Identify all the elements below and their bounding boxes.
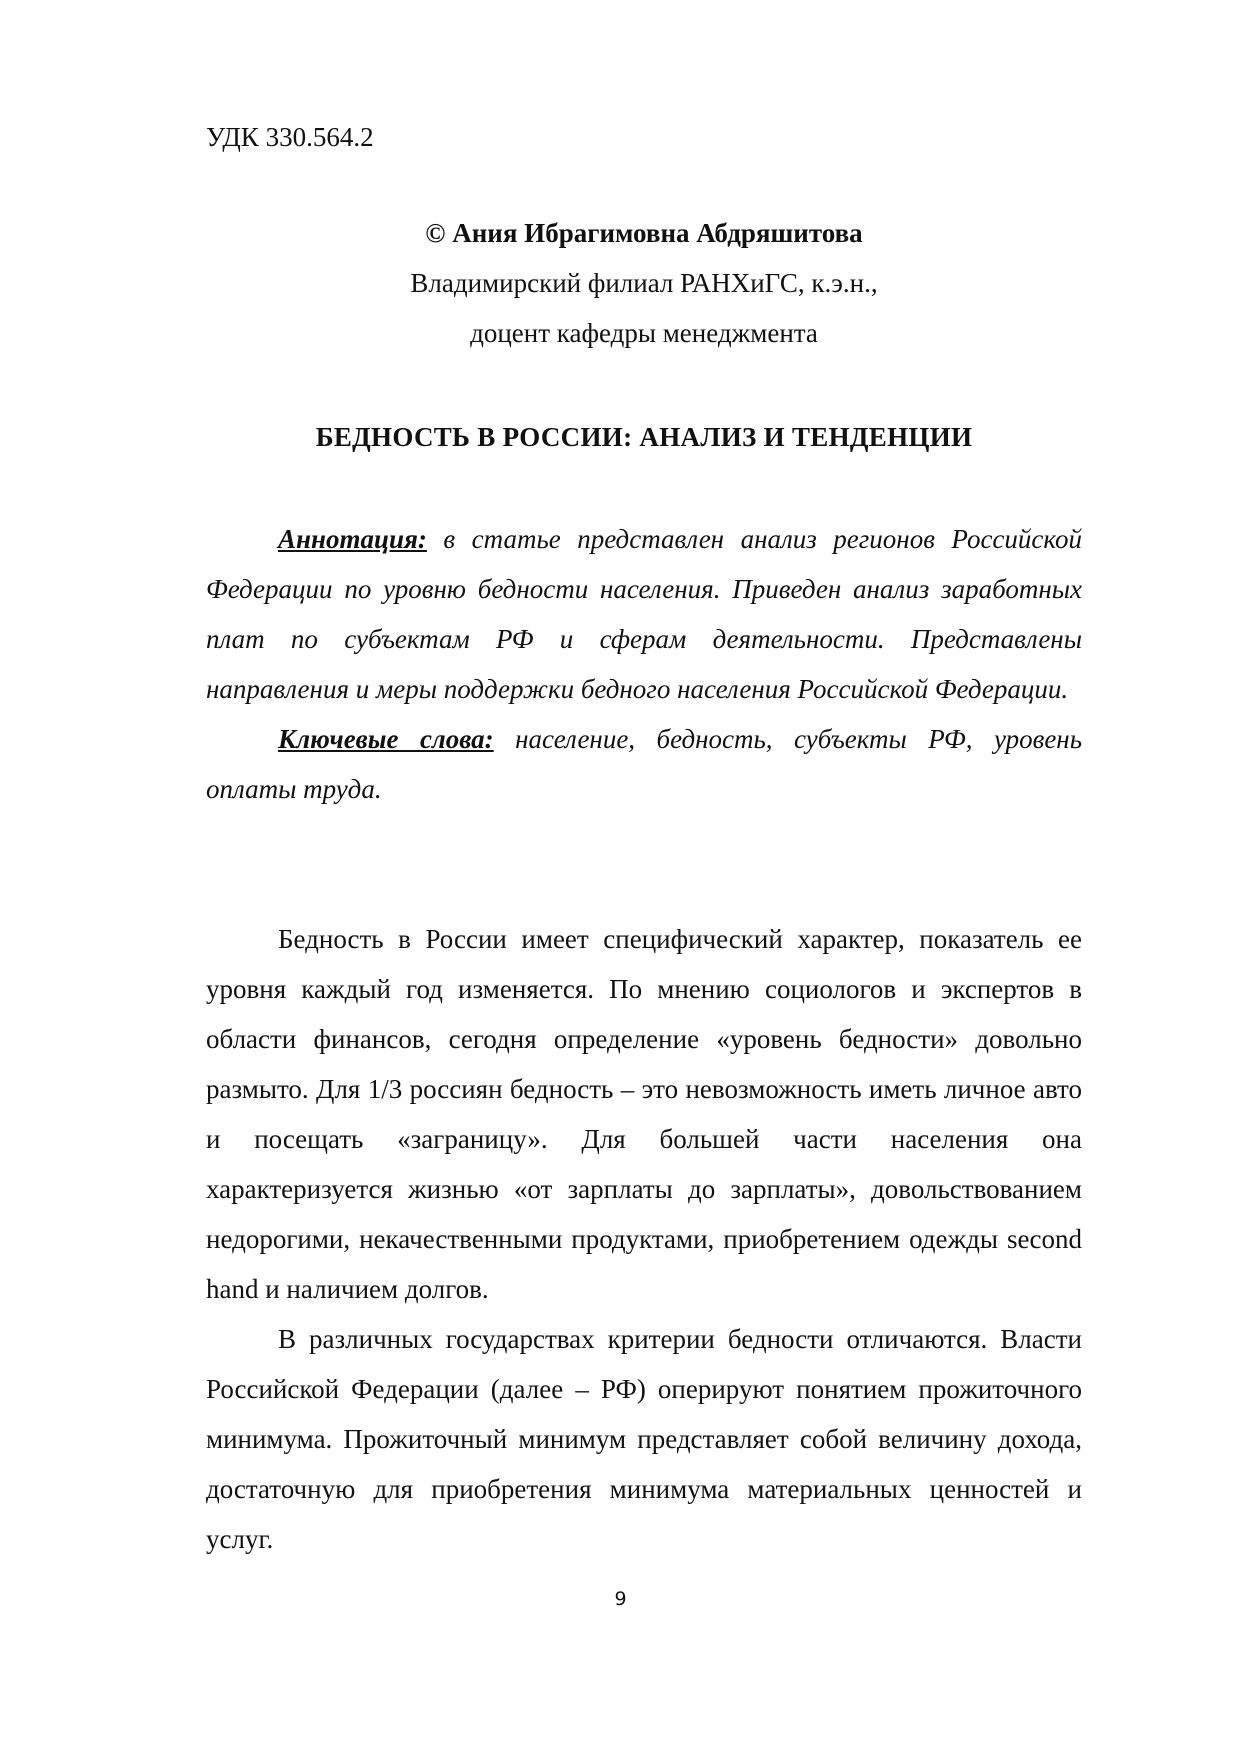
body-paragraph-2: В различных государствах критерии бедности отличаются. Власти Российской Федерации (далее – РФ) оперируют понятием прожиточного минимума. Прожиточный минимум представляет собой величину дохода, достаточную для приобретения минимума материальных ценностей и услуг. <box>206 1324 1082 1554</box>
keywords-paragraph <box>206 714 1082 814</box>
udc-code: УДК 330.564.2 <box>206 122 374 152</box>
article-title: БЕДНОСТЬ В РОССИИ: АНАЛИЗ И ТЕНДЕНЦИИ <box>315 422 973 452</box>
author-block <box>206 216 1082 366</box>
abstract-text: в статье представлен анализ регионов Российской Федерации по уровню бедности населения. Приведен анализ заработных плат по субъектам РФ и сферам деятельности. Представлены направления и меры поддержки бедного населения Российской Федерации. <box>206 524 1082 704</box>
author-name: © Ания Ибрагимовна Абдряшитова <box>425 218 863 248</box>
author-affiliation: Владимирский филиал РАНХиГС, к.э.н., <box>410 268 878 298</box>
author-position: доцент кафедры менеджмента <box>470 318 818 348</box>
abstract-paragraph <box>206 514 1082 714</box>
keywords-label: Ключевые слова: <box>278 724 494 754</box>
body-text <box>206 914 1082 1564</box>
page-number: 9 <box>614 1588 627 1610</box>
abstract-label: Аннотация: <box>278 524 427 554</box>
abstract-section <box>206 514 1082 814</box>
body-paragraph-1: Бедность в России имеет специфический характер, показатель ее уровня каждый год изменяется. По мнению социологов и экспертов в области финансов, сегодня определение «уровень бедности» довольно размыто. Для 1/3 россиян бедность – это невозможность иметь личное авто и посещать «заграницу». Для большей части населения она характеризуется жизнью «от зарплаты до зарплаты», довольствованием недорогими, некачественными продуктами, приобретением одежды second hand и наличием долгов. <box>206 924 1082 1304</box>
keywords-text: население, бедность, субъекты РФ, уровень оплаты труда. <box>206 724 1082 804</box>
